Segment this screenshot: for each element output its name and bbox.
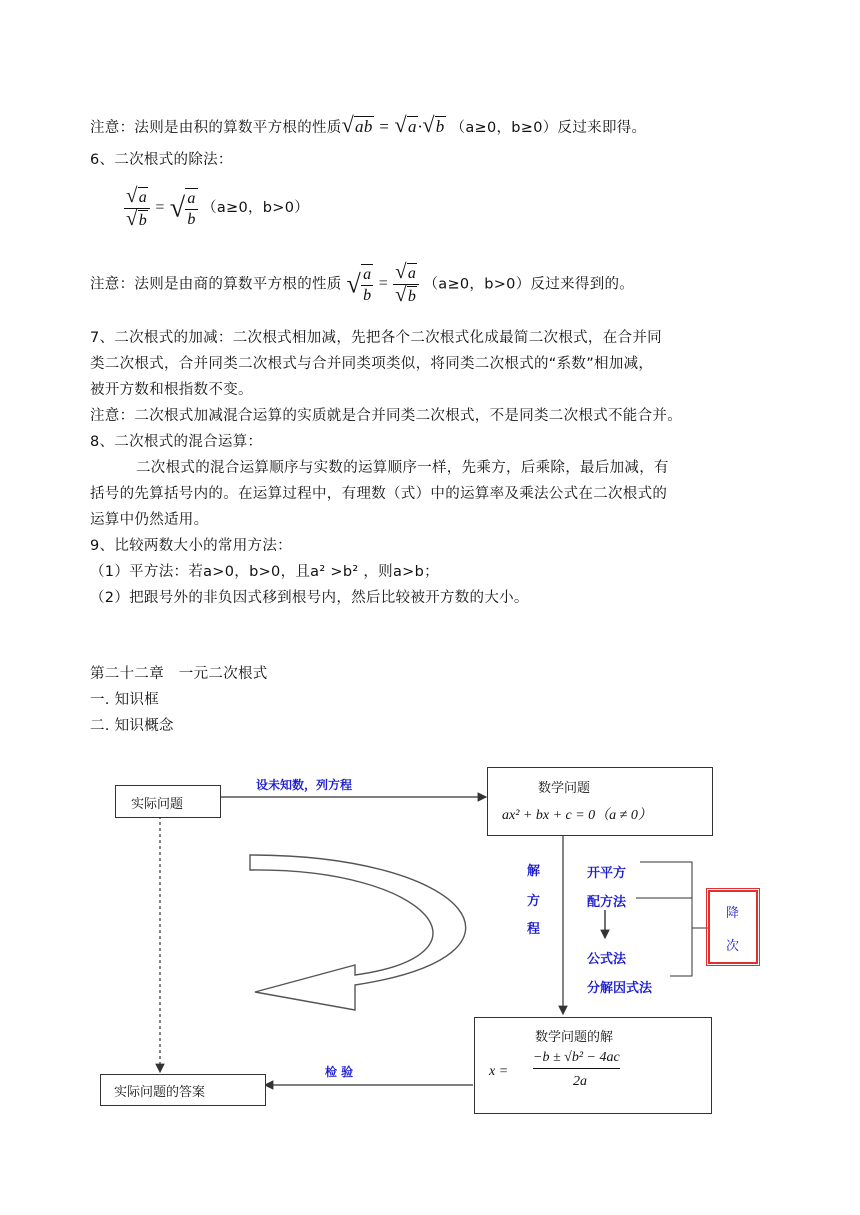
check-label: 检 验 — [325, 1065, 354, 1079]
method-factoring: 分解因式法 — [587, 981, 653, 996]
section-9-method2: （2）把跟号外的非负因式移到根号内，然后比较被开方数的大小。 — [90, 590, 529, 606]
real-problem-box: 实际问题 — [115, 785, 221, 818]
note-product-rule: 注意：法则是由积的算数平方根的性质√ab = √a·√b （a≥0，b≥0）反过来即得。 — [90, 112, 647, 137]
chapter-22-title: 第二十二章 一元二次根式 — [90, 666, 268, 682]
quadratic-formula-numerator: −b ± √b² − 4ac — [533, 1050, 620, 1069]
section-9-method1: （1）平方法：若a>0，b>0，且a² >b² ，则a>b； — [90, 564, 439, 580]
math-problem-box: 数学问题 ax² + bx + c = 0（a ≠ 0） — [487, 767, 713, 836]
section-7-line3: 被开方数和根指数不变。 — [90, 382, 253, 398]
answer-box: 实际问题的答案 — [100, 1074, 266, 1106]
division-formula: $\frac{√a}{√b}$ = √ $\frac{a}{b}$ （a≥0，b>0） — [126, 184, 310, 230]
curved-return-arrow — [250, 855, 466, 1010]
quadratic-formula-denominator: 2a — [573, 1074, 587, 1089]
flow-diagram: 实际问题 设未知数，列方程 数学问题 ax² + bx + c = 0（a ≠ 0） 解 方 程 开平方 配方法 公式法 分解因式法 降 次 数学问题的解 x = −b ± √b² − 4ac 2a 检 验 实际问题的答案 — [0, 0, 860, 1215]
knowledge-concepts-heading: 二. 知识概念 — [90, 718, 174, 734]
section-7-line1: 7、二次根式的加减：二次根式相加减，先把各个二次根式化成最简二次根式，在合并同 — [90, 330, 662, 346]
reduce-degree-box: 降 次 — [708, 890, 758, 964]
section-8-heading: 8、二次根式的混合运算： — [90, 434, 263, 450]
section-8-line2: 括号的先算括号内的。在运算过程中，有理数（式）中的运算率及乘法公式在二次根式的 — [90, 486, 668, 502]
section-9-heading: 9、比较两数大小的常用方法： — [90, 538, 292, 554]
math-solution-box: 数学问题的解 x = −b ± √b² − 4ac 2a — [474, 1017, 712, 1114]
section-8-line1: 二次根式的混合运算顺序与实数的运算顺序一样，先乘方，后乘除，最后加减，有 — [136, 460, 669, 476]
method-formula: 公式法 — [587, 952, 627, 967]
section-6-heading: 6、二次根式的除法： — [90, 152, 233, 168]
section-7-line2: 类二次根式，合并同类二次根式与合并同类项类似，将同类二次根式的“系数”相加减， — [90, 356, 654, 372]
quotient-sqrt-formula: √ $\frac{a}{b}$ = $\frac{√a}{√b}$ — [347, 275, 424, 292]
knowledge-frame-heading: 一. 知识框 — [90, 692, 160, 708]
product-sqrt-formula: √ab = √a·√b — [341, 112, 445, 137]
quadratic-equation: ax² + bx + c = 0（a ≠ 0） — [502, 808, 652, 823]
section-8-line3: 运算中仍然适用。 — [90, 512, 209, 528]
note-add-subtract: 注意：二次根式加减混合运算的实质就是合并同类二次根式，不是同类二次根式不能合并。 — [90, 408, 682, 424]
method-square-root: 开平方 — [587, 866, 627, 881]
note-quotient-rule: 注意：法则是由商的算数平方根的性质 √ $\frac{a}{b}$ = $\frac{√a}{√b}$ （a≥0，b>0）反过来得到的。 — [90, 260, 635, 306]
method-completing-square: 配方法 — [587, 895, 627, 910]
set-unknown-label: 设未知数，列方程 — [256, 778, 353, 792]
